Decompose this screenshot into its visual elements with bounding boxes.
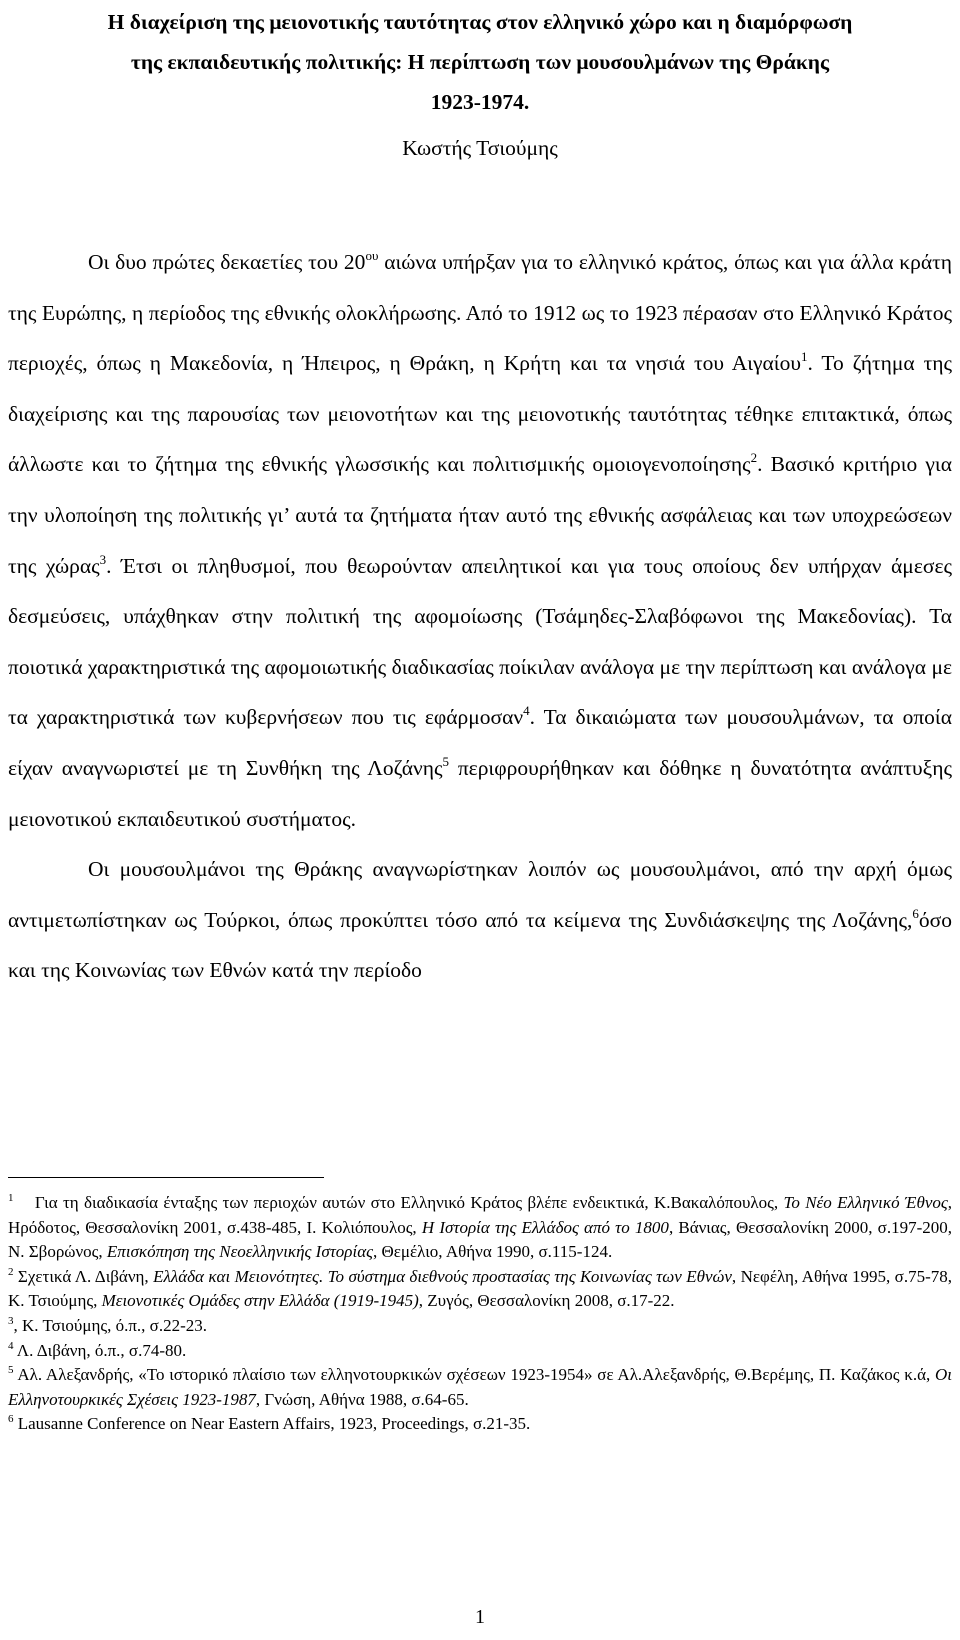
title-line-3: 1923-1974. (430, 90, 530, 114)
footnote-1: $^1$ Για τη διαδικασία ένταξης των περιοχών αυτών στο Ελληνικό Κράτος βλέπε ενδεικτικά, Κ.Βακαλόπουλος, Το Νέο Ελληνικό Έθνος, Ηρόδοτος, Θεσσαλονίκη 2001, σ.438-485, Ι. Κολιόπουλος, Η Ιστορία της Ελλάδος από το 1800, Βάνιας, Θεσσαλονίκη 2000, σ.197-200, Ν. Σβορώνος, Επισκόπηση της Νεοελληνικής Ιστορίας, Θεμέλιο, Αθήνα 1990, σ.115-124. (8, 1192, 953, 1262)
footnote-ref-1[interactable]: 1 (800, 349, 808, 365)
paragraph-2: Οι μουσουλμάνοι της Θράκης αναγνωρίστηκαν λοιπόν ως μουσουλμάνοι, από την αρχή όμως αντιμετωπίστηκαν ως Τούρκοι, όπως προκύπτει τόσο από τα κείμενα της Συνδιάσκεψης της Λοζάνης,$^6$όσο και της Κοινωνίας των Εθνών κατά την περίοδο (8, 857, 952, 983)
footnote-number: 3 (8, 1314, 14, 1327)
footnote-ref-6[interactable]: 6 (912, 905, 919, 921)
footnote-number: 6 (8, 1413, 14, 1426)
footnote-5: $^5$ Αλ. Αλεξανδρής, «Το ιστορικό πλαίσιο των ελληνοτουρκικών σχέσεων 1923-1954» σε Αλ.Αλεξανδρής, Θ.Βερέμης, Π. Καζάκος κ.ά, Οι Ελληνοτουρκικές Σχέσεις 1923-1987, Γνώση, Αθήνα 1988, σ.64-65. (8, 1364, 952, 1409)
title-line-2: της εκπαιδευτικής πολιτικής: Η περίπτωση των μουσουλμάνων της Θράκης (130, 50, 830, 74)
author-name: Κωστής Τσιούμης (402, 136, 558, 160)
footnote-2: $^2$ Σχετικά Λ. Διβάνη, Ελλάδα και Μειονότητες. Το σύστημα διεθνούς προστασίας της Κοινωνίας των Εθνών, Νεφέλη, Αθήνα 1995, σ.75-78, Κ. Τσιούμης, Μειονοτικές Ομάδες στην Ελλάδα (1919-1945), Ζυγός, Θεσσαλονίκη 2008, σ.17-22. (8, 1265, 953, 1311)
footnotes (8, 1191, 952, 1437)
footnote-ref-3[interactable]: 3 (99, 551, 107, 567)
title-line-1: Η διαχείριση της μειονοτικής ταυτότητας στον ελληνικό χώρο και η διαμόρφωση (107, 10, 853, 34)
footnote-number: 2 (8, 1265, 14, 1278)
footnote-4: $^4$ Λ. Διβάνη, ό.π., σ.74-80. (8, 1339, 187, 1360)
page-number: 1 (475, 1606, 485, 1628)
footnote-ref-5[interactable]: 5 (442, 753, 449, 769)
footnote-ref-4[interactable]: 4 (523, 703, 530, 719)
footnote-3: $^3$, Κ. Τσιούμης, ό.π., σ.22-23. (8, 1314, 207, 1335)
document-title (8, 2, 952, 122)
footnote-number: 5 (8, 1364, 14, 1377)
footnote-separator (8, 1177, 324, 1178)
footnote-number: 1 (8, 1192, 14, 1204)
superscript-ordinal: ου (365, 248, 379, 263)
footnote-ref-2[interactable]: 2 (750, 450, 758, 466)
footnote-6: $^6$ Lausanne Conference on Near Eastern Affairs, 1923, Proceedings, σ.21-35. (8, 1413, 531, 1434)
body-text (8, 237, 952, 996)
footnote-number: 4 (8, 1339, 14, 1352)
paragraph-1: Οι δυο πρώτες δεκαετίες του $20^{o\upsilon}$ αιώνα υπήρξαν για το ελληνικό κράτος, όπως και για άλλα κράτη της Ευρώπης, η περίοδος της εθνικής ολοκλήρωσης. Από το 1912 ως το 1923 πέρασαν στο Ελληνικό Κράτος περιοχές, όπως η Μακεδονία, η Ήπειρος, η Θράκη, η Κρήτη και τα νησιά του Αιγαίου$^1$. Το ζήτημα της διαχείρισης και της παρουσίας των μειονοτήτων και της μειονοτικής ταυτότητας τέθηκε επιτακτικά, όπως άλλωστε και το ζήτημα της εθνικής γλωσσικής και πολιτισμικής ομοιογενοποίησης$^2$. Βασικό κριτήριο για την υλοποίηση της πολιτικής γι’ αυτά τα ζητήματα ήταν αυτό της εθνικής ασφάλειας και των υποχρεώσεων της χώρας$^3$. Έτσι οι πληθυσμοί, που θεωρούνταν απειλητικοί και για τους οποίους δεν υπήρχαν άμεσες δεσμεύσεις, υπάχθηκαν στην πολιτική της αφομοίωσης (Τσάμηδες-Σλαβόφωνοι της Μακεδονίας). Τα ποιοτικά χαρακτηριστικά της αφομοιωτικής διαδικασίας ποίκιλαν ανάλογα με την περίπτωση και ανάλογα με τα χαρακτηριστικά των κυβερνήσεων που τις εφάρμοσαν$^4$. Τα δικαιώματα των μουσουλμάνων, τα οποία είχαν αναγνωριστεί με τη Συνθήκη της Λοζάνης$^5$ περιφρουρήθηκαν και δόθηκε η δυνατότητα ανάπτυξης μειονοτικού εκπαιδευτικού συστήματος. (8, 248, 952, 831)
